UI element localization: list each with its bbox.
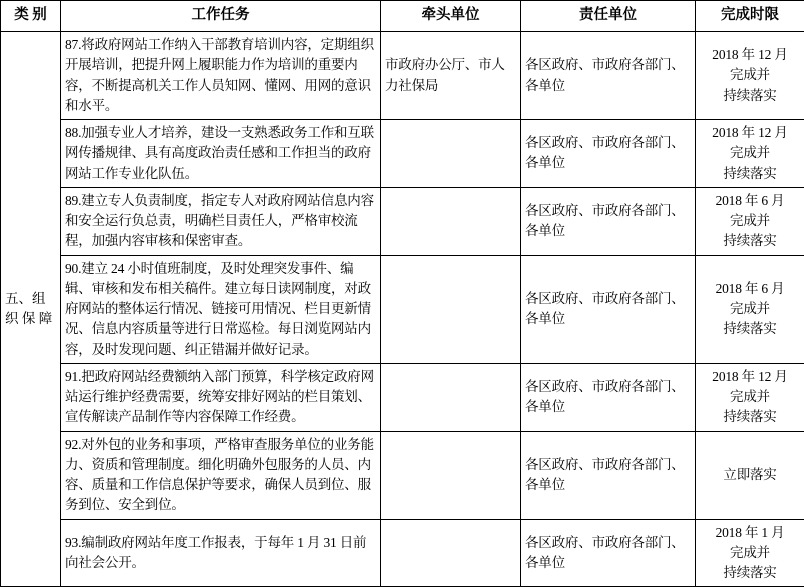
- due-date-line: 完成并: [700, 299, 800, 319]
- due-date-cell: [696, 32, 804, 120]
- table-header-row: [1, 1, 804, 32]
- due-date-line: 2018 年 6 月: [700, 279, 800, 299]
- column-header-lead: 牵头单位: [381, 1, 521, 32]
- due-date-line: 持续落实: [700, 319, 800, 339]
- due-date-line: 持续落实: [700, 86, 800, 106]
- due-date-cell: [696, 431, 804, 519]
- lead-unit-cell: [381, 255, 521, 363]
- due-date-line: 2018 年 12 月: [700, 123, 800, 143]
- task-cell: 93.编制政府网站年度工作报表，于每年 1 月 31 日前向社会公开。: [61, 519, 381, 587]
- responsible-unit-cell: 各区政府、市政府各部门、各单位: [521, 187, 696, 255]
- task-cell: 91.把政府网站经费额纳入部门预算，科学核定政府网站运行维护经费需要，统筹安排好网站的栏目策划、宣传解读产品制作等内容保障工作经费。: [61, 363, 381, 431]
- table-row: [1, 187, 804, 255]
- due-date-line: 完成并: [700, 387, 800, 407]
- responsible-unit-cell: 各区政府、市政府各部门、各单位: [521, 431, 696, 519]
- due-date-line: 完成并: [700, 211, 800, 231]
- task-cell: 92.对外包的业务和事项，严格审查服务单位的业务能力、资质和管理制度。细化明确外包服务的人员、内容、质量和工作信息保护等要求，确保人员到位、服务到位、安全到位。: [61, 431, 381, 519]
- due-date-line: 完成并: [700, 143, 800, 163]
- due-date-cell: [696, 363, 804, 431]
- due-date-line: 2018 年 6 月: [700, 191, 800, 211]
- due-date-line: 2018 年 12 月: [700, 367, 800, 387]
- due-date-line: 立即落实: [700, 465, 800, 485]
- task-cell: 87.将政府网站工作纳入干部教育培训内容，定期组织开展培训，把提升网上履职能力作为培训的重要内容，不断提高机关工作人员知网、懂网、用网的意识和水平。: [61, 32, 381, 120]
- table-row: [1, 255, 804, 363]
- lead-unit-cell: [381, 120, 521, 188]
- table-row: [1, 431, 804, 519]
- table-row: [1, 363, 804, 431]
- due-date-line: 完成并: [700, 543, 800, 563]
- lead-unit-cell: [381, 519, 521, 587]
- column-header-due: 完成时限: [696, 1, 804, 32]
- responsible-unit-cell: 各区政府、市政府各部门、各单位: [521, 363, 696, 431]
- due-date-line: 持续落实: [700, 563, 800, 583]
- lead-unit-cell: [381, 187, 521, 255]
- table-row: [1, 120, 804, 188]
- task-cell: 89.建立专人负责制度，指定专人对政府网站信息内容和安全运行负总责，明确栏目责任人，严格审校流程，加强内容审核和保密审查。: [61, 187, 381, 255]
- column-header-responsible: 责任单位: [521, 1, 696, 32]
- table-row: [1, 519, 804, 587]
- due-date-line: 2018 年 12 月: [700, 45, 800, 65]
- category-cell: 五、组 织 保 障: [1, 32, 61, 587]
- responsible-unit-cell: 各区政府、市政府各部门、各单位: [521, 120, 696, 188]
- lead-unit-cell: [381, 431, 521, 519]
- column-header-category: 类 别: [1, 1, 61, 32]
- due-date-line: 持续落实: [700, 407, 800, 427]
- due-date-line: 2018 年 1 月: [700, 523, 800, 543]
- responsible-unit-cell: 各区政府、市政府各部门、各单位: [521, 519, 696, 587]
- task-cell: 88.加强专业人才培养，建设一支熟悉政务工作和互联网传播规律、具有高度政治责任感和工作担当的政府网站工作专业化队伍。: [61, 120, 381, 188]
- column-header-task: 工作任务: [61, 1, 381, 32]
- due-date-cell: [696, 255, 804, 363]
- due-date-cell: [696, 519, 804, 587]
- due-date-cell: [696, 120, 804, 188]
- table-row: [1, 32, 804, 120]
- due-date-line: 完成并: [700, 65, 800, 85]
- lead-unit-cell: 市政府办公厅、市人力社保局: [381, 32, 521, 120]
- due-date-line: 持续落实: [700, 231, 800, 251]
- responsible-unit-cell: 各区政府、市政府各部门、各单位: [521, 32, 696, 120]
- task-cell: 90.建立 24 小时值班制度，及时处理突发事件、编辑、审核和发布相关稿件。建立每日读网制度，对政府网站的整体运行情况、链接可用情况、栏目更新情况、信息内容质量等进行日常巡检。每日浏览网站内容，及时发现问题、纠正错漏并做好记录。: [61, 255, 381, 363]
- due-date-cell: [696, 187, 804, 255]
- responsible-unit-cell: 各区政府、市政府各部门、各单位: [521, 255, 696, 363]
- due-date-line: 持续落实: [700, 164, 800, 184]
- lead-unit-cell: [381, 363, 521, 431]
